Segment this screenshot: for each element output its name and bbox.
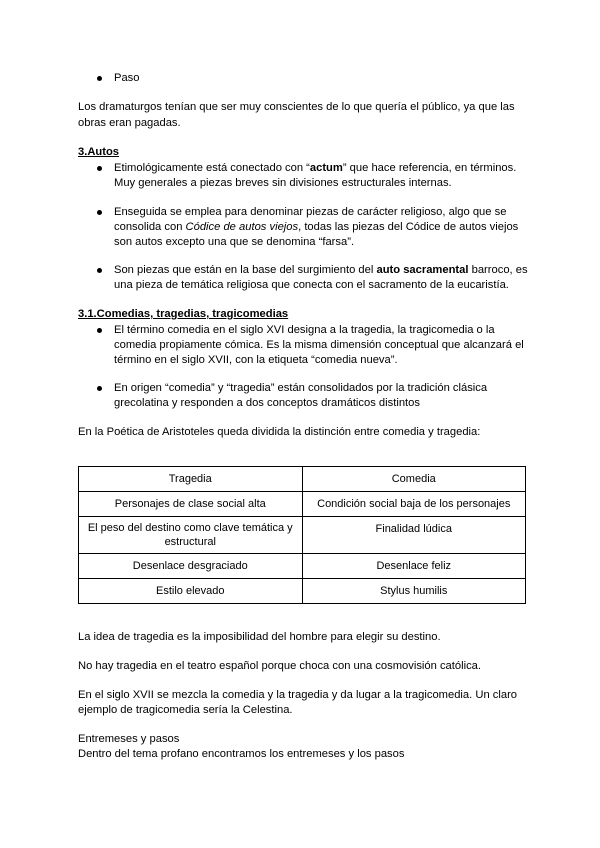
bullet-icon	[97, 76, 102, 81]
autos-b3-pre: Son piezas que están en la base del surgimiento del	[114, 264, 377, 276]
table-header-row	[79, 467, 526, 492]
paragraph-dramaturgos-line1: Los dramaturgos tenían que ser muy conscientes de lo que quería el público, ya que las	[78, 101, 515, 113]
autos-bullet-1-line1	[114, 161, 516, 177]
bullet-icon	[97, 386, 102, 391]
table-cell: Finalidad lúdica	[302, 517, 526, 554]
table-row	[79, 517, 526, 554]
table-cell: Condición social baja de los personajes	[302, 492, 526, 517]
bullet-icon	[97, 328, 102, 333]
autos-bullet-3-line1	[114, 263, 528, 279]
table-cell: El peso del destino como clave temática y estructural	[79, 517, 303, 554]
autos-b1-pre: Etimológicamente está conectado con “	[114, 162, 310, 174]
table-row	[79, 579, 526, 604]
table-cell: Desenlace feliz	[302, 554, 526, 579]
comparison-table	[78, 466, 526, 604]
table-header-cell: Tragedia	[79, 467, 303, 492]
autos-b3-post: barroco, es	[468, 264, 528, 276]
table-cell: Personajes de clase social alta	[79, 492, 303, 517]
autos-b1-post: ” que hace referencia, en términos.	[342, 162, 517, 174]
table-row	[79, 554, 526, 579]
autos-bullet-1-line2: Muy generales a piezas breves sin divisiones estructurales internas.	[114, 177, 452, 189]
comedias-bullet-1-line1: El término comedia en el siglo XVI designa a la tragedia, la tragicomedia o la	[114, 324, 495, 336]
paragraph-idea-tragedia: La idea de tragedia es la imposibilidad del hombre para elegir su destino.	[78, 631, 441, 643]
bullet-paso: Paso	[114, 72, 140, 84]
autos-b2-italic: Códice de autos viejos	[185, 221, 299, 233]
autos-bullet-2-line2	[114, 220, 518, 236]
table-row	[79, 492, 526, 517]
table-cell: Estilo elevado	[79, 579, 303, 604]
autos-b1-bold: actum	[309, 162, 343, 174]
paragraph-no-hay-tragedia: No hay tragedia en el teatro español porque choca con una cosmovisión católica.	[78, 660, 482, 672]
comedias-bullet-1-line3: término en el siglo XVII, con la etiqueta “comedia nueva”.	[114, 354, 398, 366]
autos-bullet-3-line2: una pieza de temática religiosa que conecta con el sacramento de la eucaristía.	[114, 279, 509, 291]
entremeses-line2: Dentro del tema profano encontramos los entremeses y los pasos	[78, 748, 405, 760]
paragraph-siglo-xvii-line1: En el siglo XVII se mezcla la comedia y la tragedia y da lugar a la tragicomedia. Un claro	[78, 689, 518, 701]
autos-b3-bold: auto sacramental	[376, 264, 469, 276]
paragraph-poetica: En la Poética de Aristoteles queda dividida la distinción entre comedia y tragedia:	[78, 426, 481, 438]
comedias-bullet-2-line2: grecolatina y responden a dos conceptos dramáticos distintos	[114, 397, 420, 409]
autos-bullet-2-line1: Enseguida se emplea para denominar piezas de carácter religioso, algo que se	[114, 206, 507, 218]
table-header-cell: Comedia	[302, 467, 526, 492]
paragraph-siglo-xvii-line2: ejemplo de tragicomedia sería la Celestina.	[78, 704, 293, 716]
comedias-bullet-1-line2: comedia propiamente cómica. Es la misma dimensión conceptual que alcanzará el	[114, 339, 524, 351]
paragraph-dramaturgos-line2: obras eran pagadas.	[78, 117, 181, 129]
entremeses-title: Entremeses y pasos	[78, 733, 180, 745]
comedias-bullet-2-line1: En origen “comedia” y “tragedia” están consolidados por la tradición clásica	[114, 382, 488, 394]
table-cell: Stylus humilis	[302, 579, 526, 604]
bullet-icon	[97, 210, 102, 215]
section-heading-comedias: 3.1.Comedias, tragedias, tragicomedias	[78, 308, 289, 320]
autos-b2-pre: consolida con	[114, 221, 186, 233]
autos-b2-post: , todas las piezas del Códice de autos viejos	[298, 221, 519, 233]
table-cell: Desenlace desgraciado	[79, 554, 303, 579]
bullet-icon	[97, 268, 102, 273]
bullet-icon	[97, 166, 102, 171]
autos-bullet-2-line3: son autos excepto una que se denomina “farsa”.	[114, 236, 355, 248]
section-heading-autos: 3.Autos	[78, 146, 120, 158]
